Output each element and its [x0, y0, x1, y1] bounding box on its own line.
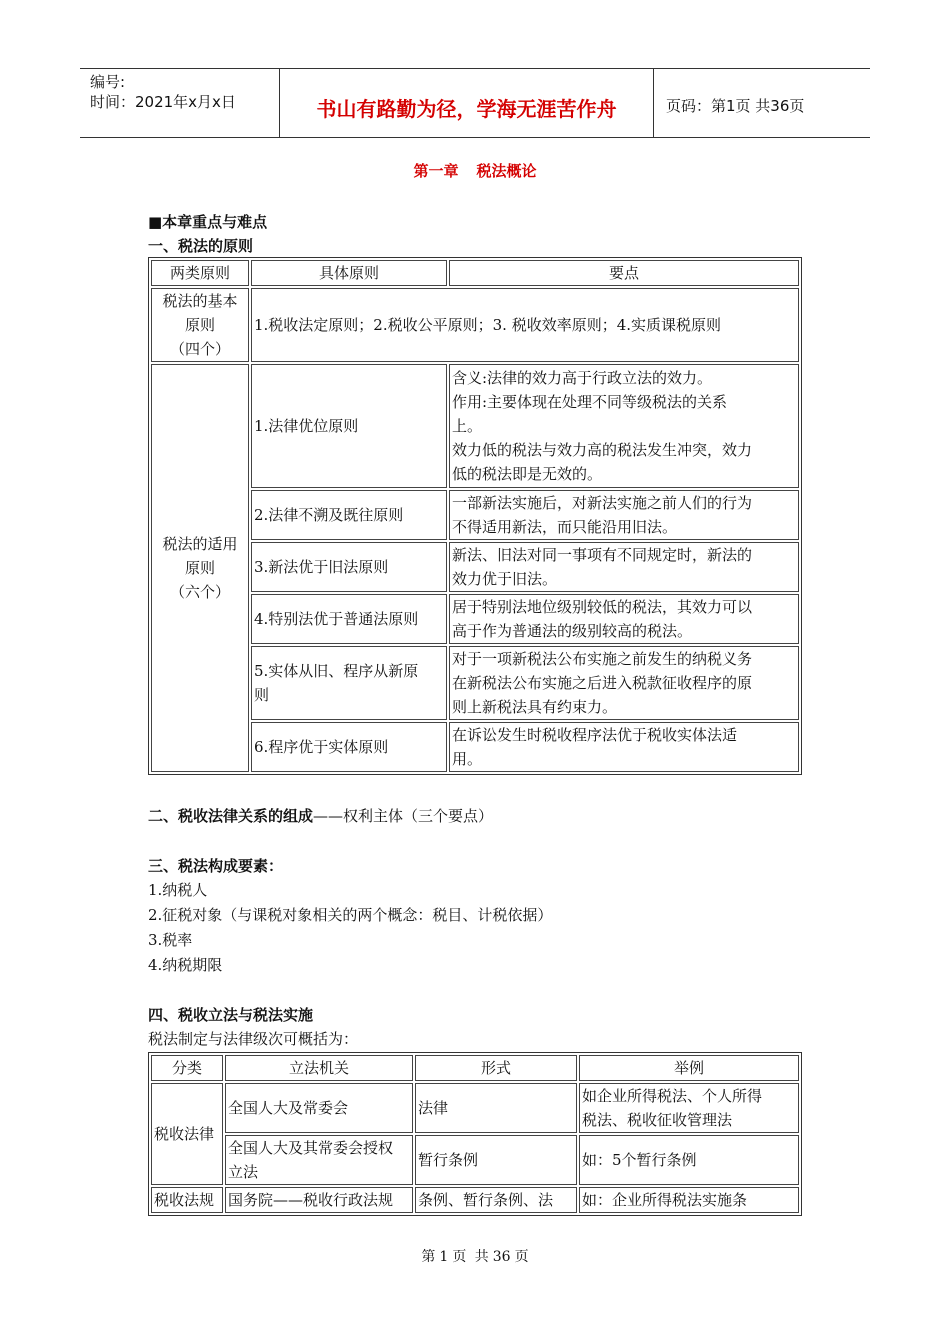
principle-name: 5.实体从旧、程序从新原 则: [251, 646, 447, 720]
basic-principles-category: 税法的基本 原则 （四个）: [151, 288, 249, 362]
table-header-cell: 形式: [415, 1055, 577, 1081]
principle-name: 2.法律不溯及既往原则: [251, 490, 447, 540]
principle-name: 3.新法优于旧法原则: [251, 542, 447, 592]
legislative-organ: 国务院——税收行政法规: [225, 1187, 413, 1213]
principle-points: 居于特别法地位级别较低的税法，其效力可以 高于作为普通法的级别较高的税法。: [449, 594, 799, 644]
page-footer: 第 1 页 共 36 页: [421, 1249, 529, 1265]
page-number: 1: [439, 1249, 449, 1265]
header-page-code: 页码：第1页 共36页: [666, 96, 805, 115]
section-2-title: 二、税收法律关系的组成——权利主体（三个要点）: [148, 807, 494, 825]
section-4-title: 四、税收立法与税法实施: [148, 1006, 314, 1024]
table-header-row: [151, 1055, 799, 1081]
table-row: [151, 1135, 799, 1185]
header-motto: 书山有路勤为径，学海无涯苦作舟: [280, 69, 654, 137]
table-header-cell: 两类原则: [151, 260, 249, 286]
section-4-intro: 税法制定与法律级次可概括为：: [148, 1030, 359, 1048]
legislation-table: [148, 1052, 802, 1216]
page-header: [80, 68, 870, 138]
table-header-cell: 具体原则: [251, 260, 447, 286]
applied-principles-category: 税法的适用 原则 （六个）: [151, 364, 249, 772]
table-row: [151, 1083, 799, 1133]
chapter-name: 税法概论: [476, 162, 537, 180]
number-label: 编号:: [90, 73, 126, 91]
table-header-cell: 分类: [151, 1055, 223, 1081]
principle-name: 4.特别法优于普通法原则: [251, 594, 447, 644]
principles-table: [148, 257, 802, 775]
law-category: 税收法律: [151, 1083, 223, 1185]
header-meta: [80, 69, 280, 137]
principle-points: 含义:法律的效力高于行政立法的效力。 作用:主要体现在处理不同等级税法的关系 上。 效力低的税法与效力高的税法发生冲突，效力 低的税法即是无效的。: [449, 364, 799, 488]
list-item: 3.税率: [148, 931, 193, 949]
principle-points: 在诉讼发生时税收程序法优于税收实体法适 用。: [449, 722, 799, 772]
section-3-title: 三、税法构成要素：: [148, 857, 284, 875]
table-header-row: [151, 260, 799, 286]
time-label: 时间：2021年x月x日: [90, 93, 236, 111]
example: 如企业所得税法、个人所得 税法、税收征收管理法: [579, 1083, 799, 1133]
list-item: 4.纳税期限: [148, 956, 223, 974]
principle-points: 一部新法实施后，对新法实施之前人们的行为 不得适用新法，而只能沿用旧法。: [449, 490, 799, 540]
legal-form: 条例、暂行条例、法: [415, 1187, 577, 1213]
principle-points: 新法、旧法对同一事项有不同规定时，新法的 效力优于旧法。: [449, 542, 799, 592]
list-item: 2.征税对象（与课税对象相关的两个概念：税目、计税依据）: [148, 906, 553, 924]
principle-name: 6.程序优于实体原则: [251, 722, 447, 772]
reg-category: 税收法规: [151, 1187, 223, 1213]
section-key-points: ■本章重点与难点: [148, 213, 268, 231]
chapter-number: 第一章: [413, 162, 459, 180]
total-pages: 36: [492, 1249, 511, 1265]
list-item: 1.纳税人: [148, 881, 208, 899]
principle-points: 对于一项新税法公布实施之前发生的纳税义务 在新税法公布实施之后进入税款征收程序的原 则上新税法具有约束力。: [449, 646, 799, 720]
example: 如：5个暂行条例: [579, 1135, 799, 1185]
table-row: [151, 288, 799, 362]
section-1-title: 一、税法的原则: [148, 237, 254, 255]
basic-principles-content: 1.税收法定原则；2.税收公平原则；3. 税收效率原则；4.实质课税原则: [251, 288, 799, 362]
legal-form: 暂行条例: [415, 1135, 577, 1185]
legislative-organ: 全国人大及常委会: [225, 1083, 413, 1133]
table-header-cell: 立法机关: [225, 1055, 413, 1081]
legal-form: 法律: [415, 1083, 577, 1133]
example: 如：企业所得税法实施条: [579, 1187, 799, 1213]
chapter-title: [0, 160, 950, 181]
table-header-cell: 要点: [449, 260, 799, 286]
table-row: [151, 1187, 799, 1213]
principle-name: 1.法律优位原则: [251, 364, 447, 488]
legislative-organ: 全国人大及其常委会授权 立法: [225, 1135, 413, 1185]
table-row: [151, 364, 799, 488]
table-header-cell: 举例: [579, 1055, 799, 1081]
